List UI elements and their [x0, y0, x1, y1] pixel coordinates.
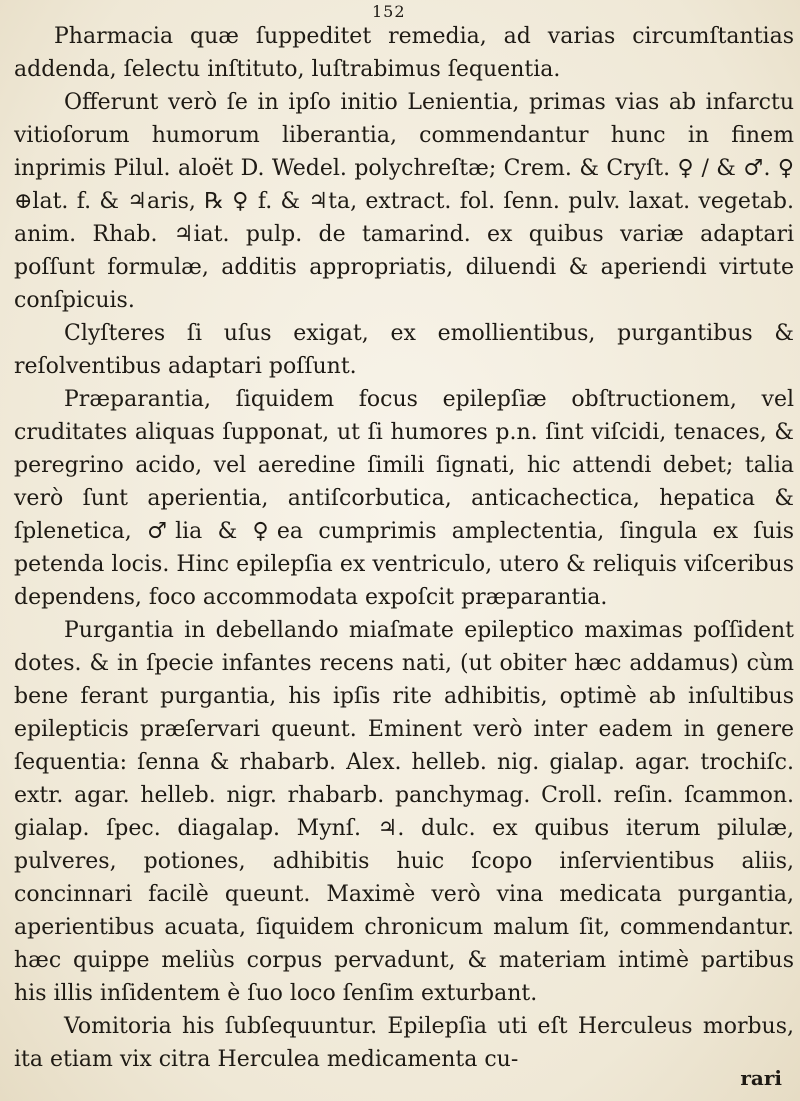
- catchword: rari: [740, 1066, 782, 1090]
- paragraph-intro: Pharmacia quæ ſuppeditet remedia, ad varias circumſtantias addenda, ſelectu inſtituto, luſtrabimus ſequentia.: [14, 24, 794, 82]
- body-text: [14, 20, 794, 1076]
- page-number: 152: [372, 2, 406, 21]
- paragraph-vomitoria: Vomitoria his ſubſequuntur. Epilepſia uti eſt Herculeus morbus, ita etiam vix citra Herculea medicamenta cu-: [14, 1014, 794, 1072]
- paragraph-lenientia: Offerunt verò ſe in ipſo initio Lenientia, primas vias ab infarctu vitioſorum humorum liberantia, commendantur hunc in finem inprimis Pilul. aloët D. Wedel. polychreſtæ; Crem. & Cryſt. ♀ / & ♂. ♀ ⊕lat. f. & ♃aris, ℞ ♀ f. & ♃ta, extract. fol. ſenn. pulv. laxat. vegetab. anim. Rhab. ♃iat. pulp. de tamarind. ex quibus variæ adaptari poſſunt formulæ, additis appropriatis, diluendi & aperiendi virtute conſpicuis.: [14, 90, 794, 313]
- paragraph-purgantia: Purgantia in debellando miaſmate epileptico maximas poſſident dotes. & in ſpecie infantes recens nati, (ut obiter hæc addamus) cùm bene ferant purgantia, his ipſis rite adhibitis, optimè ab inſultibus epilepticis præſervari queunt. Eminent verò inter eadem in genere ſequentia: ſenna & rhabarb. Alex. helleb. nig. gialap. agar. trochiſc. extr. agar. helleb. nigr. rhabarb. panchymag. Croll. reſin. ſcammon. gialap. ſpec. diagalap. Mynſ. ♃. dulc. ex quibus iterum pilulæ, pulveres, potiones, adhibitis huic ſcopo inſervientibus aliis, concinnari facilè queunt. Maximè verò vina medicata purgantia, aperientibus acuata, ſiquidem chronicum malum ſit, commendantur. hæc quippe meliùs corpus pervadunt, & materiam intimè partibus his illis inſidentem è ſuo loco ſenſim exturbant.: [14, 618, 794, 1006]
- paragraph-praeparantia: Præparantia, ſiquidem focus epilepſiæ obſtructionem, vel cruditates aliquas ſupponat, ut ſi humores p.n. ſint viſcidi, tenaces, & peregrino acido, vel aeredine ſimili ſignati, hic attendi debet; talia verò ſunt aperientia, antiſcorbutica, anticachectica, hepatica & ſplenetica, ♂lia & ♀ea cumprimis amplectentia, ſingula ex ſuis petenda locis. Hinc epilepſia ex ventriculo, utero & reliquis viſceribus dependens, foco accommodata expoſcit præparantia.: [14, 387, 794, 610]
- paragraph-clysteres: Clyſteres ſi uſus exigat, ex emollientibus, purgantibus & reſolventibus adaptari poſſunt.: [14, 321, 794, 379]
